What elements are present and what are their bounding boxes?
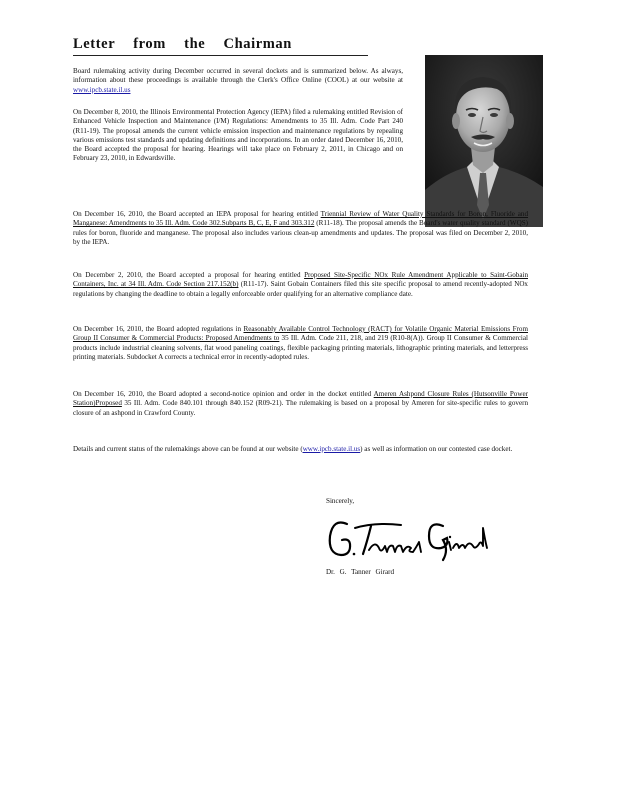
paragraph-r10-8a-text-end: 35 Ill. Adm. Code 211, 218, and 219 (R10-8(A)). Group II Consumer & Commercial products include industrial cleaning solvents, flat wood paneling coatings, flexible packaging printing materials, lithographic printing materials, and letterpress printing materials. Subdocket A corrects a technical error in recently-adopted rules.: [73, 334, 528, 361]
website-link-2[interactable]: www.ipcb.state.il.us: [302, 445, 361, 453]
paragraph-details-text-start: Details and current status of the rulemakings above can be found at our website (: [73, 445, 303, 453]
paragraph-r11-18: [73, 210, 528, 247]
paragraph-r09-21-text-start: On December 16, 2010, the Board adopted a second-notice opinion and order in the docket entitled: [73, 390, 374, 398]
paragraph-r11-17-text-start: On December 2, 2010, the Board accepted a proposal for hearing entitled: [73, 271, 305, 279]
rulemaking-title-r11-17: Proposed Site-Specific NOx Rule Amendment Applicable to Saint-Gobain Containers, Inc. at 34 Ill. Adm. Code Section 217.152(b): [73, 271, 528, 289]
website-link[interactable]: www.ipcb.state.il.us: [73, 85, 131, 94]
rulemaking-title-r09-21: Ameren Ashpond Closure Rules (Hutsonville Power Station)Proposed: [73, 390, 528, 408]
paragraph-intro: [73, 67, 403, 95]
paragraph-r11-18-text-end: (R11-18). The proposal amends the Board's water quality standard (WQS) rules for boron, fluoride and manganese. The proposal also includes various clean-up amendments and updates. The proposal was filed on December 2, 2010, by the IEPA.: [73, 219, 528, 246]
paragraph-r11-17: [73, 271, 528, 299]
paragraph-r10-8a: [73, 325, 528, 362]
letter-title: Letter from the Chairman: [73, 36, 292, 52]
paragraph-r09-21-text-end: 35 Ill. Adm. Code 840.101 through 840.152 (R09-21). The rulemaking is based on a proposal by Ameren for site-specific rules to govern closure of an ashpond in Crawford County.: [73, 399, 528, 417]
paragraph-r11-18-text-start: On December 16, 2010, the Board accepted an IEPA proposal for hearing entitled: [73, 210, 321, 218]
rulemaking-title-r11-18: Triennial Review of Water Quality Standards for Boron, Fluoride and Manganese: Amendments to 35 Ill. Adm. Code 302.Subparts B, C, E, F and 303.312: [73, 210, 529, 228]
signer-name: Dr. G. Tanner Girard: [326, 568, 395, 576]
rulemaking-title-r10-8a: Reasonably Available Control Technology (RACT) for Volatile Organic Material Emissions From Group II Consumer & Commercial Products: Proposed Amendments to: [73, 325, 528, 343]
closing: Sincerely,: [326, 497, 355, 505]
chairman-photo: [425, 55, 543, 227]
title-divider: [73, 55, 368, 56]
signature-image: [325, 510, 495, 565]
paragraph-intro-text: Board rulemaking activity during December occurred in several dockets and is summarized below. As always, information about these proceedings is available through the Clerk's Office Online (COOL) at our website at: [73, 67, 403, 85]
paragraph-details: [73, 445, 528, 454]
paragraph-r10-8a-text-start: On December 16, 2010, the Board adopted regulations in: [73, 325, 244, 333]
paragraph-r11-19: On December 8, 2010, the Illinois Environmental Protection Agency (IEPA) filed a rulemaking entitled Revision of Enhanced Vehicle Inspection and Maintenance (I/M) Regulations: Amendments to 35 Ill. Adm. Code Part 240 (R11-19). The proposal amends the current vehicle emission inspection and maintenance regulations by repealing various emissions test standards and updating definitions and incorporations. In an order dated December 16, 2010, the Board accepted the proposal for hearing. Hearings will take place on February 2, 2011, in Chicago and on February 23, 2010, in Edwardsville.: [73, 108, 403, 163]
paragraph-details-text-end: ) as well as information on our contested case docket.: [360, 445, 513, 453]
paragraph-r11-17-text-end: (R11-17). Saint Gobain Containers filed this site specific proposal to amend recently-adopted NOx regulations by changing the deadline to obtain a legally enforceable order qualifying for an alternative compliance date.: [73, 280, 528, 298]
paragraph-r09-21: [73, 390, 528, 418]
